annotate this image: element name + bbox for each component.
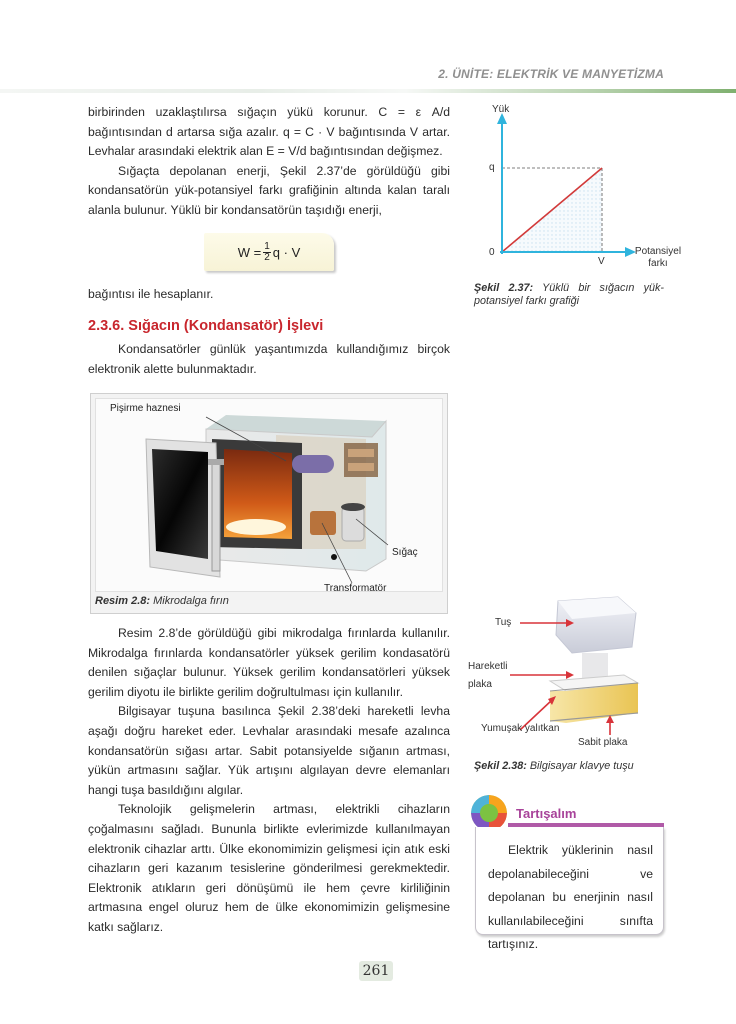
caption-label: Şekil 2.37: <box>474 282 534 294</box>
discussion-box <box>475 827 664 951</box>
label-moving-plate-line2: plaka <box>468 679 492 690</box>
y-axis-label: Yük <box>492 104 510 115</box>
label-cooking-chamber: Pişirme haznesi <box>110 403 181 414</box>
discussion-logo-svg <box>471 795 507 831</box>
discussion-logo-icon <box>471 795 507 831</box>
unit-title: 2. ÜNİTE: ELEKTRİK VE MANYETİZMA <box>438 67 664 81</box>
microwave-drawing <box>96 399 443 592</box>
text-block-intro <box>88 103 450 221</box>
caption-label: Şekil 2.38: <box>474 760 527 772</box>
figure-238-caption <box>474 760 634 772</box>
discussion-title: Tartışalım <box>516 806 577 821</box>
text-block-formula-result <box>88 285 450 305</box>
keyboard-key-figure <box>470 595 680 755</box>
label-soft-insulator: Yumuşak yalıtkan <box>481 723 560 734</box>
fraction-numerator: 1 <box>264 240 270 252</box>
text-block-applications <box>88 624 450 938</box>
label-transformer: Transformatör <box>324 583 387 592</box>
paragraph-stored-energy: Sığaçta depolanan enerji, Şekil 2.37’de görüldüğü gibi kondansatörün yük-potansiyel farkı grafiğinin altında kalan taralı alanla bulunur. Yüklü bir kondansatörün taşıdığı enerji, <box>88 163 450 217</box>
energy-formula-box <box>204 233 334 271</box>
label-fixed-plate: Sabit plaka <box>578 737 628 748</box>
header-divider <box>0 89 736 93</box>
microwave-illustration <box>95 398 443 592</box>
caption-text: Mikrodalga fırın <box>150 595 229 607</box>
formula-fraction <box>263 242 271 263</box>
microwave-figure <box>90 393 448 614</box>
fraction-denominator: 2 <box>264 251 270 263</box>
caption-text: Bilgisayar klavye tuşu <box>526 760 634 772</box>
paragraph-recycling: Teknolojik gelişmelerin artması, elektrikli cihazların çoğalmasını sağladı. Bununla birlikte evlerimizde kullanılmayan elektronik cihazlar arttı. Ülke ekonomimizin gelişmesi için atık eski cihazların geri kazanım tesislerine gönderilmesi gerekmektedir. Elektronik atıkların geri dönüşümü ile hem çevre kirliliğinin artmasına engel oluruz hem de ülke ekonomimizin gelişmesine katkı sağlarız. <box>88 802 450 934</box>
y-tick-q: q <box>489 162 495 173</box>
microwave-caption <box>95 595 229 607</box>
text-block-section-intro <box>88 340 450 379</box>
page-number: 261 <box>359 961 393 981</box>
discussion-text: Elektrik yüklerinin nasıl depolanabileceğini ve depolanan bu enerjinin nasıl kullanılabileceğini sınıfta tartışınız. <box>488 843 653 951</box>
figure-237-caption <box>474 282 664 308</box>
paragraph-keyboard: Bilgisayar tuşuna basılınca Şekil 2.38’deki hareketli levha aşağı doğru hareket eder. Levhalar arasındaki mesafe azalınca kondansatörün sığası artar. Sabit potansiyelde sığanın artması, yükün artmasını sağlar. Yük artışını algılayan devre elemanları hangi tuşa basıldığını algılar. <box>88 704 450 797</box>
formula-lhs: W = <box>237 244 262 260</box>
x-tick-v: V <box>598 256 605 267</box>
label-key: Tuş <box>495 617 512 628</box>
paragraph-capacitor-distance: birbirinden uzaklaştılırsa sığaçın yükü korunur. C = ε A/d bağıntısından d artarsa sığa azalır. q = C · V bağıntısında V artar. Levhalar arasındaki elektrik alan E = V/d bağıntısından değişmez. <box>88 105 450 159</box>
label-moving-plate-line1: Hareketli <box>468 661 508 672</box>
formula-rhs: q · V <box>272 244 301 260</box>
caption-text: Yüklü bir sığacın yük-potansiyel farkı grafiği <box>474 282 664 307</box>
paragraph-capacitor-devices: Kondansatörler günlük yaşantımızda kullandığımız birçok elektronik alette bulunmaktadır. <box>88 342 450 376</box>
paragraph-microwave: Resim 2.8’de görüldüğü gibi mikrodalga fırınlarda kullanılır. Mikrodalga fırınlarda kondansatörler yüksek gerilim kondasatörü denilen sığaçlar bulunur. Yüksek gerilim kondansatörleri yüksek gerilim diyotu ile birlikte gerilim doğrultulması için kullanılır. <box>88 626 450 699</box>
charge-voltage-chart <box>475 102 685 282</box>
x-axis-label: Potansiyel farkı <box>634 246 682 269</box>
paragraph-calculated: bağıntısı ile hesaplanır. <box>88 287 214 301</box>
label-capacitor: Sığaç <box>392 547 418 558</box>
section-heading: 2.3.6. Sığacın (Kondansatör) İşlevi <box>88 318 324 334</box>
caption-label: Resim 2.8: <box>95 595 151 607</box>
origin-tick: 0 <box>489 247 495 258</box>
